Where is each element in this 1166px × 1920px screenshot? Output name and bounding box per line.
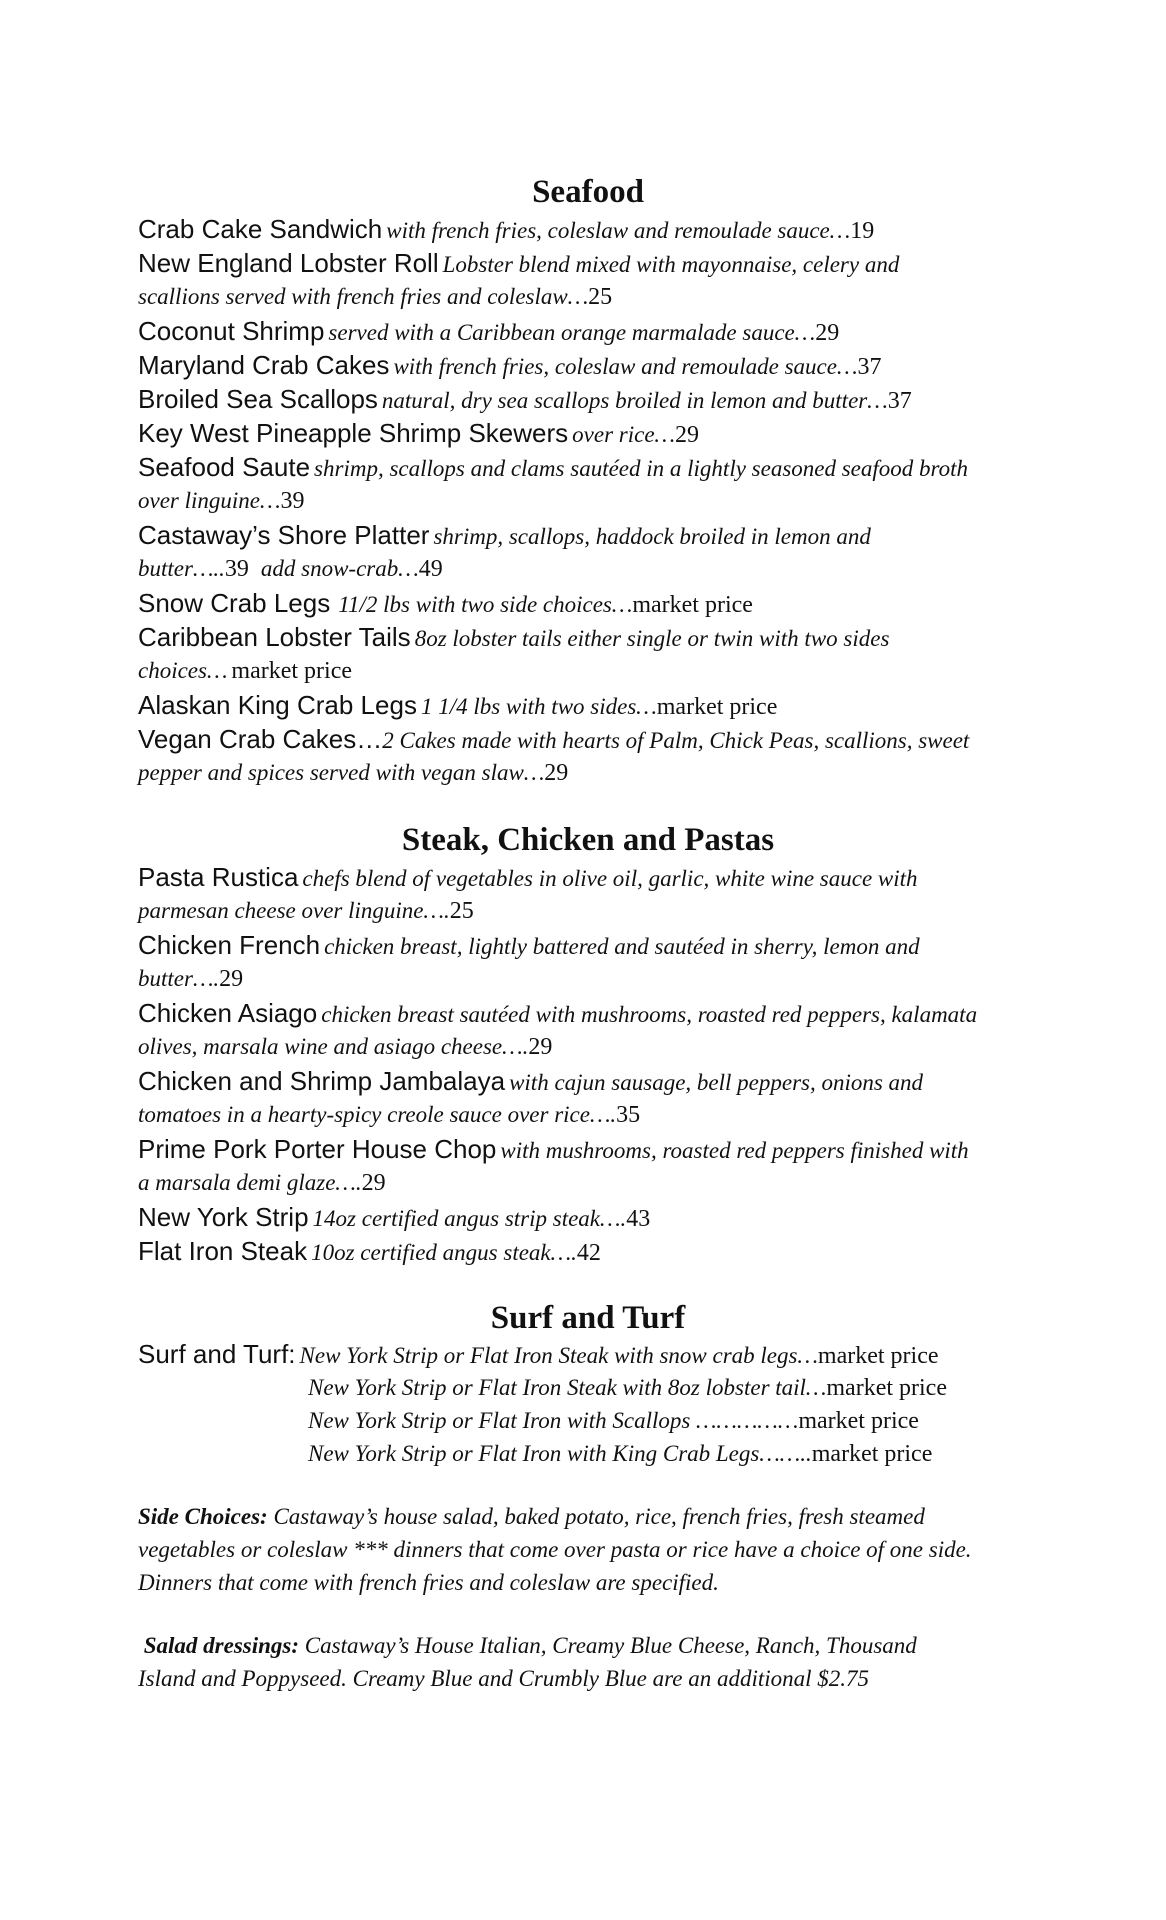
- item-desc: natural, dry sea scallops broiled in lemon and butter…: [381, 388, 888, 413]
- item-price: 29: [361, 1170, 386, 1196]
- item-price: 37: [857, 354, 882, 380]
- item-name: Maryland Crab Cakes: [138, 350, 390, 380]
- item-name: Chicken and Shrimp Jambalaya: [138, 1066, 506, 1096]
- item-desc: 14oz certified angus strip steak….: [312, 1206, 627, 1231]
- item-desc: with cajun sausage, bell peppers, onions and: [509, 1070, 924, 1095]
- item-addon: add snow-crab…: [260, 556, 419, 581]
- menu-item-maryland-crab-cakes: [138, 348, 1038, 382]
- menu-item-shore-platter: [138, 518, 1038, 586]
- salad-dressings-text: Castaway’s House Italian, Creamy Blue Cheese, Ranch, Thousand: [304, 1633, 917, 1658]
- menu-item-crab-cake-sandwich: [138, 212, 1038, 246]
- item-desc: with french fries, coleslaw and remoulade sauce…: [393, 354, 858, 379]
- item-name: Crab Cake Sandwich: [138, 214, 383, 244]
- menu-item-chicken-french: [138, 928, 1038, 996]
- item-desc: shrimp, scallops, haddock broiled in lemon and: [433, 524, 871, 549]
- item-name: Snow Crab Legs: [138, 588, 331, 618]
- item-name: Alaskan King Crab Legs: [138, 690, 417, 720]
- salad-dressings: [138, 1629, 1038, 1695]
- item-name: Broiled Sea Scallops: [138, 384, 378, 414]
- item-desc: with mushrooms, roasted red peppers finished with: [500, 1138, 969, 1163]
- menu-item-pineapple-skewers: [138, 416, 1038, 450]
- side-choices-text: Castaway’s house salad, baked potato, rice, french fries, fresh steamed: [273, 1504, 925, 1529]
- item-name: Key West Pineapple Shrimp Skewers: [138, 418, 569, 448]
- menu-item-pasta-rustica: [138, 860, 1038, 928]
- menu-item-snow-crab: [138, 586, 1038, 620]
- menu-page: [138, 172, 1038, 1695]
- item-desc: 8oz lobster tails either single or twin with two sides: [414, 626, 890, 651]
- side-choices: [138, 1500, 1038, 1599]
- item-price: 25: [588, 284, 613, 310]
- item-price: 29: [528, 1034, 553, 1060]
- surf-turf-row: [138, 1404, 1038, 1437]
- item-desc: over rice…: [572, 422, 675, 447]
- surf-turf-row: [138, 1371, 1038, 1404]
- side-choices-text: Dinners that come with french fries and coleslaw are specified.: [138, 1570, 719, 1595]
- item-price: 19: [850, 218, 875, 244]
- item-desc: shrimp, scallops and clams sautéed in a lightly seasoned seafood broth: [314, 456, 969, 481]
- item-price: market price: [817, 1343, 939, 1369]
- item-desc: New York Strip or Flat Iron Steak with 8oz lobster tail…: [308, 1375, 827, 1400]
- item-desc: 11/2 lbs with two side choices…: [338, 592, 633, 617]
- item-desc: chicken breast, lightly battered and sautéed in sherry, lemon and: [324, 934, 920, 959]
- item-desc: butter….: [138, 966, 220, 991]
- item-price: 25: [449, 898, 474, 924]
- item-desc: 10oz certified angus steak….: [311, 1240, 577, 1265]
- item-name: Castaway’s Shore Platter: [138, 520, 430, 550]
- menu-item-seafood-saute: [138, 450, 1038, 518]
- item-name: Pasta Rustica: [138, 862, 299, 892]
- menu-item-ny-strip: [138, 1200, 1038, 1234]
- item-price: 42: [576, 1240, 601, 1266]
- item-name: Prime Pork Porter House Chop: [138, 1134, 497, 1164]
- item-desc: New York Strip or Flat Iron with King Crab Legs……..: [308, 1441, 812, 1466]
- item-price: market price: [231, 658, 353, 684]
- menu-item-vegan-crab-cakes: [138, 722, 1038, 790]
- item-desc: chicken breast sautéed with mushrooms, roasted red peppers, kalamata: [321, 1002, 978, 1027]
- item-desc: 2 Cakes made with hearts of Palm, Chick Peas, scallions, sweet: [382, 728, 970, 753]
- item-price: 29: [544, 760, 569, 786]
- item-name: New England Lobster Roll: [138, 248, 439, 278]
- menu-item-king-crab: [138, 688, 1038, 722]
- item-desc: with french fries, coleslaw and remoulade sauce…: [386, 218, 851, 243]
- item-name: New York Strip: [138, 1202, 309, 1232]
- side-choices-label: Side Choices:: [138, 1504, 268, 1529]
- item-price: 29: [674, 422, 699, 448]
- item-desc: scallions served with french fries and coleslaw…: [138, 284, 589, 309]
- menu-item-jambalaya: [138, 1064, 1038, 1132]
- section-title-surf-turf: Surf and Turf: [490, 1300, 686, 1336]
- item-price: 29: [219, 966, 244, 992]
- item-price: 35: [616, 1102, 641, 1128]
- item-desc: a marsala demi glaze….: [138, 1170, 362, 1195]
- menu-item-flat-iron: [138, 1234, 1038, 1268]
- side-choices-text: vegetables or coleslaw *** dinners that come over pasta or rice have a choice of one side.: [138, 1537, 972, 1562]
- item-name: Chicken French: [138, 930, 321, 960]
- surf-turf-row: [138, 1437, 1038, 1470]
- item-desc: 1 1/4 lbs with two sides…: [420, 694, 657, 719]
- item-desc: served with a Caribbean orange marmalade sauce…: [328, 320, 816, 345]
- item-addon-price: 49: [418, 556, 443, 582]
- item-desc: butter…..: [138, 556, 225, 581]
- item-name: Chicken Asiago: [138, 998, 318, 1028]
- menu-item-pork-chop: [138, 1132, 1038, 1200]
- item-desc: Lobster blend mixed with mayonnaise, celery and: [442, 252, 900, 277]
- section-title-steak: Steak, Chicken and Pastas: [401, 822, 775, 858]
- item-name: Vegan Crab Cakes…: [138, 724, 383, 754]
- item-desc: choices…: [138, 658, 228, 683]
- menu-item-lobster-tails: [138, 620, 1038, 688]
- menu-item-broiled-scallops: [138, 382, 1038, 416]
- item-desc: parmesan cheese over linguine….: [138, 898, 450, 923]
- item-price: market price: [811, 1441, 933, 1467]
- item-price: 29: [815, 320, 840, 346]
- item-desc: chefs blend of vegetables in olive oil, garlic, white wine sauce with: [302, 866, 918, 891]
- surf-turf-list: [138, 1338, 1038, 1470]
- menu-item-chicken-asiago: [138, 996, 1038, 1064]
- item-price: 39: [280, 488, 305, 514]
- item-name: Flat Iron Steak: [138, 1236, 308, 1266]
- item-price: market price: [826, 1375, 947, 1401]
- item-desc: over linguine…: [138, 488, 281, 513]
- item-price: market price: [656, 694, 778, 720]
- item-name: Seafood Saute: [138, 452, 311, 482]
- item-desc: olives, marsala wine and asiago cheese….: [138, 1034, 529, 1059]
- item-price: 43: [626, 1206, 651, 1232]
- surf-turf-row: [138, 1338, 1038, 1371]
- item-price: 39: [224, 556, 249, 582]
- menu-item-lobster-roll: [138, 246, 1038, 314]
- surf-turf-label: Surf and Turf:: [138, 1339, 296, 1369]
- item-desc: tomatoes in a hearty-spicy creole sauce over rice….: [138, 1102, 617, 1127]
- menu-item-coconut-shrimp: [138, 314, 1038, 348]
- section-title-seafood: Seafood: [532, 174, 644, 210]
- item-name: Coconut Shrimp: [138, 316, 325, 346]
- item-desc: pepper and spices served with vegan slaw…: [138, 760, 545, 785]
- salad-dressings-text: Island and Poppyseed. Creamy Blue and Crumbly Blue are an additional $2.75: [138, 1666, 870, 1691]
- item-desc: New York Strip or Flat Iron with Scallops ……………: [308, 1408, 799, 1433]
- item-price: market price: [798, 1408, 919, 1434]
- salad-dressings-label: Salad dressings:: [143, 1633, 300, 1658]
- item-desc: New York Strip or Flat Iron Steak with snow crab legs…: [299, 1343, 818, 1368]
- item-price: 37: [887, 388, 912, 414]
- item-price: market price: [632, 592, 753, 618]
- item-name: Caribbean Lobster Tails: [138, 622, 411, 652]
